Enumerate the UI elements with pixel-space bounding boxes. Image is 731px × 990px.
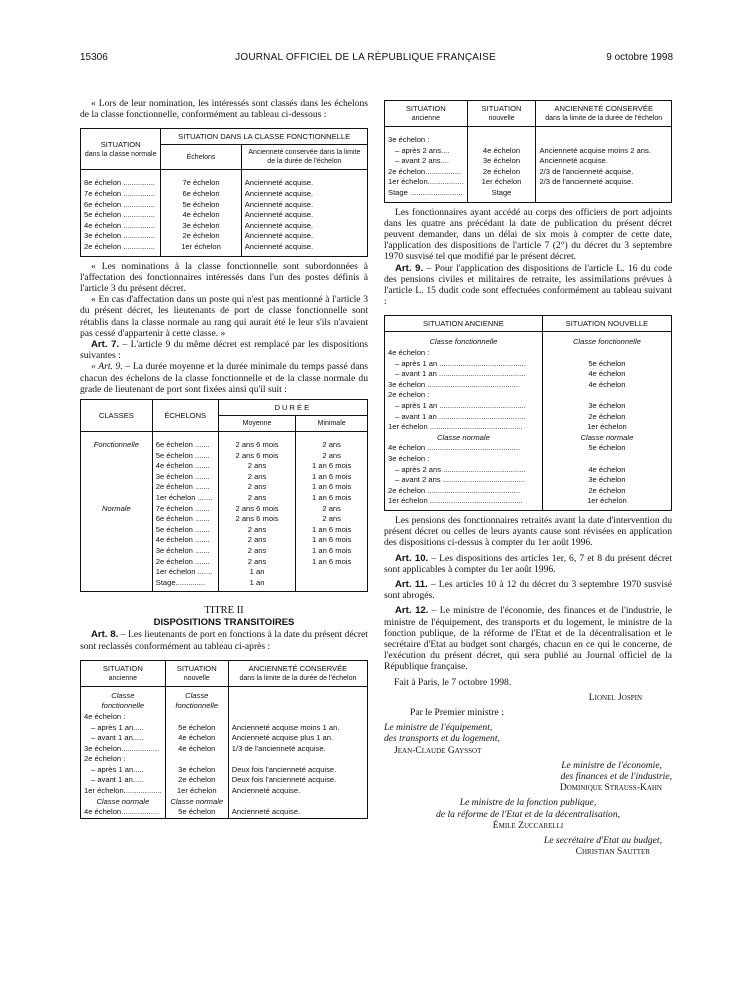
table-cell xyxy=(81,557,153,568)
table-row xyxy=(81,493,368,504)
table-subheader: ancienne xyxy=(108,674,138,682)
table-cell: Ancienneté acquise. xyxy=(241,200,367,211)
titre-heading: TITRE II xyxy=(204,605,244,617)
paragraph: Les fonctionnaires ayant accédé au corps des officiers de port adjoints dans les quatre ans précédant la date de publication du présent décret peuvent demander, dans un délai de six mois à compter de cette date, l'application des dispositions de l'article 7 (2°) du décret du 3 septembre 1970 susvisé tel que modifié par le présent décret. xyxy=(384,206,672,263)
table-row xyxy=(81,451,368,462)
table-row xyxy=(385,454,672,465)
table-cell: 4e échelon.................. xyxy=(81,807,166,818)
reclassement-table xyxy=(80,660,368,819)
table-cell: 4e échelon ....... xyxy=(152,535,218,546)
table-cell: 1er échelon ....... xyxy=(152,493,218,504)
reclassement-table-continued xyxy=(384,100,672,203)
table-row xyxy=(385,167,672,178)
table-row xyxy=(81,482,368,493)
table-header: Ancienneté conservée dans la limite de la durée de l'échelon xyxy=(241,145,367,170)
table-row xyxy=(385,443,672,454)
table-row xyxy=(81,754,368,765)
table-cell: – avant 1 an..... xyxy=(81,733,166,744)
table-cell xyxy=(228,712,367,723)
table-cell: 1 an 6 mois xyxy=(296,546,368,557)
table-cell: 6e échelon ............... xyxy=(81,200,161,211)
table-cell: 2 ans 6 mois xyxy=(218,440,296,451)
table-row xyxy=(81,504,368,515)
table-cell: Ancienneté acquise. xyxy=(241,242,367,253)
table-cell xyxy=(81,451,153,462)
table-header: DURÉE xyxy=(218,400,367,416)
table-row xyxy=(81,535,368,546)
table-row xyxy=(385,146,672,157)
table-cell: – avant 1 an ......................................... xyxy=(385,369,543,380)
table-row xyxy=(81,723,368,734)
duree-table xyxy=(80,399,368,592)
table-row xyxy=(81,557,368,568)
table-row xyxy=(385,475,672,486)
table-cell: – avant 1 an..... xyxy=(81,775,166,786)
table-cell: Classe normale xyxy=(542,433,671,444)
table-row xyxy=(81,472,368,483)
right-column xyxy=(384,98,672,857)
signatory-title: de la réforme de l'Etat et de la décentralisation, xyxy=(435,808,621,820)
table-cell: 2e échelon xyxy=(165,775,228,786)
table-cell: 2e échelon ....... xyxy=(152,482,218,493)
table-cell: 3e échelon xyxy=(542,401,671,412)
table-cell: 2 ans 6 mois xyxy=(218,514,296,525)
table-cell: 8e échelon ............... xyxy=(81,178,161,189)
table-cell: 2 ans xyxy=(218,482,296,493)
table-cell: – après 2 ans ....................................... xyxy=(385,465,543,476)
table-cell: 1 an xyxy=(218,567,296,578)
table-cell: 7e échelon xyxy=(161,178,241,189)
signatory-title: Le secrétaire d'Etat au budget, xyxy=(543,834,662,846)
table-cell: 7e échelon ............... xyxy=(81,189,161,200)
table-cell xyxy=(81,461,153,472)
table-header: SITUATION xyxy=(100,139,141,149)
table-cell: Stage ......................... xyxy=(385,188,468,199)
paragraph: – Pour l'application des dispositions de l'article L. 16 du code des pensions civiles et militaires de retraite, les assimilations prévues à l'article L. 15 dudit code sont effectuées conformément au tableau suivant : xyxy=(384,262,672,308)
table-row xyxy=(81,765,368,776)
table-row xyxy=(385,486,672,497)
journal-title: JOURNAL OFFICIEL DE LA RÉPUBLIQUE FRANÇAISE xyxy=(235,52,496,63)
table-cell xyxy=(81,482,153,493)
signatory-title: des finances et de l'industrie, xyxy=(560,770,672,782)
table-cell: 2 ans xyxy=(218,557,296,568)
table-subheader: dans la classe normale xyxy=(84,150,157,158)
table-cell: 5e échelon xyxy=(165,723,228,734)
table-row xyxy=(385,433,672,444)
table-cell: 4e échelon xyxy=(165,744,228,755)
table-header: ANCIENNETÉ CONSERVÉE xyxy=(554,104,654,113)
table-cell xyxy=(228,701,367,712)
table-row xyxy=(385,412,672,423)
table-row xyxy=(385,156,672,167)
table-cell: 1 an 6 mois xyxy=(296,493,368,504)
table-cell: 1er échelon................. xyxy=(385,177,468,188)
table-row xyxy=(81,242,368,253)
paragraph: – La durée moyenne et la durée minimale du temps passé dans chacun des échelons de la classe fonctionnelle et de la classe normale du grade de lieutenant de port sont fixées ainsi qu'il suit : xyxy=(80,361,368,395)
table-cell xyxy=(228,754,367,765)
table-cell xyxy=(165,712,228,723)
table-cell: 1 an 6 mois xyxy=(296,482,368,493)
table-cell: 4e échelon : xyxy=(385,348,543,359)
table-cell xyxy=(81,546,153,557)
table-cell: 2 ans xyxy=(218,546,296,557)
table-cell: 5e échelon ....... xyxy=(152,525,218,536)
table-row xyxy=(385,337,672,348)
signatory-title: Le ministre de la fonction publique, xyxy=(459,797,597,809)
table-row xyxy=(81,578,368,589)
table-cell: 2e échelon xyxy=(467,167,536,178)
page-number: 15306 xyxy=(80,52,108,63)
table-cell: 2e échelon xyxy=(542,486,671,497)
table-cell: Ancienneté acquise plus 1 an. xyxy=(228,733,367,744)
table-cell: fonctionnelle xyxy=(81,701,166,712)
table-row xyxy=(385,177,672,188)
table-row xyxy=(81,797,368,808)
signatory-title: Le ministre de l'économie, xyxy=(561,759,662,771)
article-number: Art. 7. xyxy=(91,338,120,350)
table-cell: Classe normale xyxy=(385,433,543,444)
table-cell: 4e échelon ............................................ xyxy=(385,443,543,454)
table-cell xyxy=(296,567,368,578)
paragraph: – Les lieutenants de port en fonctions à la date du présent décret sont reclassés conformément au tableau ci-après : xyxy=(80,629,368,652)
table-cell: Deux fois l'ancienneté acquise. xyxy=(228,765,367,776)
table-cell: 5e échelon xyxy=(165,807,228,818)
table-cell: 2 ans xyxy=(218,461,296,472)
paragraph: « En cas d'affectation dans un poste qui n'est pas mentionné à l'article 3 du présent décret, les lieutenants de port de classe fonctionnelle sont rétablis dans la classe normale au rang qui aurait été le leur s'ils n'avaient pas cessé d'appartenir à cette classe. » xyxy=(80,294,368,339)
table-cell: 4e échelon : xyxy=(81,712,166,723)
table-cell: 2 ans xyxy=(218,472,296,483)
table-cell: Ancienneté acquise. xyxy=(241,231,367,242)
paragraph: – Le ministre de l'économie, des finances et de l'industrie, le ministre de l'équipement, des transports et du logement, le ministre de la fonction publique, de la réforme de l'Etat et de la décentralisation et le secrétaire d'Etat au budget sont chargés, chacun en ce qui le concerne, de l'exécution du présent décret, qui sera publié au Journal officiel de la République française. xyxy=(384,605,672,673)
signatory-line: Par le Premier ministre : xyxy=(410,706,504,718)
table-cell: – avant 2 ans ....................................... xyxy=(385,475,543,486)
article-number: « Art. 9. xyxy=(91,361,123,373)
table-cell: Classe normale xyxy=(81,797,166,808)
table-subheader: nouvelle xyxy=(183,674,210,682)
table-cell xyxy=(467,135,536,146)
table-cell: 4e échelon xyxy=(542,369,671,380)
article-number: Art. 12. xyxy=(395,605,429,617)
table-cell: 1er échelon ....... xyxy=(152,567,218,578)
table-row xyxy=(81,786,368,797)
table-cell: – après 2 ans.... xyxy=(385,146,468,157)
signatory-title: des transports et du logement, xyxy=(384,733,500,745)
table-cell: 1er échelon xyxy=(161,242,241,253)
table-cell: Stage.............. xyxy=(152,578,218,589)
table-row xyxy=(385,422,672,433)
table-header: ÉCHELONS xyxy=(152,400,218,432)
table-cell: 2e échelon ....... xyxy=(152,557,218,568)
table-row xyxy=(385,188,672,199)
table-row xyxy=(81,200,368,211)
table-header: Moyenne xyxy=(218,416,296,432)
table-cell xyxy=(536,188,672,199)
table-cell: 6e échelon ....... xyxy=(152,514,218,525)
signatory-name: Émile Zuccarelli xyxy=(492,819,564,831)
table-cell: 5e échelon ............... xyxy=(81,210,161,221)
table-cell: 3e échelon : xyxy=(385,135,468,146)
paragraph: – Les articles 10 à 12 du décret du 3 septembre 1970 susvisé sont abrogés. xyxy=(384,578,672,602)
table-row xyxy=(81,744,368,755)
table-cell: 6e échelon xyxy=(161,189,241,200)
table-header: Minimale xyxy=(296,416,368,432)
table-cell: 2e échelon xyxy=(542,412,671,423)
table-cell: 2e échelon................. xyxy=(385,167,468,178)
table-cell: Ancienneté acquise moins 1 an. xyxy=(228,723,367,734)
table-cell: Ancienneté acquise. xyxy=(241,221,367,232)
fait-a-paris: Fait à Paris, le 7 octobre 1998. xyxy=(394,676,512,688)
table-header: SITUATION xyxy=(102,663,143,673)
table-row xyxy=(81,567,368,578)
table-row xyxy=(81,807,368,818)
table-header: SITUATION NOUVELLE xyxy=(542,316,671,332)
table-cell: 3e échelon xyxy=(467,156,536,167)
table-cell: 4e échelon xyxy=(165,733,228,744)
assimilation-table xyxy=(384,315,672,511)
table-cell: 2 ans xyxy=(218,535,296,546)
table-cell: 2/3 de l'ancienneté acquise. xyxy=(536,177,672,188)
table-row xyxy=(81,461,368,472)
table-row xyxy=(81,546,368,557)
table-cell: 3e échelon xyxy=(161,221,241,232)
table-cell: 2e échelon : xyxy=(385,390,543,401)
signatory-name: Jean-Claude Gayssot xyxy=(394,744,482,756)
table-header: SITUATION xyxy=(481,104,522,113)
table-cell: 1 an 6 mois xyxy=(296,525,368,536)
table-header: SITUATION xyxy=(176,663,217,673)
table-cell: 1er échelon.................. xyxy=(81,786,166,797)
table-cell: 1 an 6 mois xyxy=(296,461,368,472)
table-row xyxy=(385,380,672,391)
table-cell: 4e échelon ............... xyxy=(81,221,161,232)
table-cell: 3e échelon ....... xyxy=(152,472,218,483)
table-row xyxy=(81,691,368,702)
table-cell: Ancienneté acquise. xyxy=(241,178,367,189)
table-cell xyxy=(81,535,153,546)
table-cell xyxy=(81,493,153,504)
table-cell: 1 an 6 mois xyxy=(296,472,368,483)
table-cell: – après 1 an..... xyxy=(81,723,166,734)
table-row xyxy=(81,525,368,536)
article-number: Art. 10. xyxy=(395,552,429,564)
table-row xyxy=(81,221,368,232)
table-cell: Classe fonctionnelle xyxy=(542,337,671,348)
table-cell: 6e échelon ....... xyxy=(152,440,218,451)
table-row xyxy=(81,210,368,221)
table-cell: 3e échelon : xyxy=(385,454,543,465)
table-cell: 3e échelon xyxy=(542,475,671,486)
table-cell: 5e échelon xyxy=(542,359,671,370)
table-cell: 4e échelon ....... xyxy=(152,461,218,472)
table-cell: Classe normale xyxy=(165,797,228,808)
table-cell: Deux fois l'ancienneté acquise. xyxy=(228,775,367,786)
table-cell xyxy=(81,514,153,525)
table-cell: 2/3 de l'ancienneté acquise. xyxy=(536,167,672,178)
paragraph: « Les nominations à la classe fonctionnelle sont subordonnées à l'affectation des fonctionnaires intéressés dans l'un des postes définis à l'article 3 du présent décret. xyxy=(80,260,368,294)
table-cell: 4e échelon xyxy=(542,465,671,476)
table-cell: 4e échelon xyxy=(467,146,536,157)
table-cell: 4e échelon xyxy=(161,210,241,221)
table-cell: – après 1 an..... xyxy=(81,765,166,776)
table-cell xyxy=(542,348,671,359)
left-column xyxy=(80,98,368,819)
signatory-name: Christian Sautter xyxy=(575,846,650,858)
table-cell xyxy=(228,691,367,702)
table-cell: Classe fonctionnelle xyxy=(385,337,543,348)
table-subheader: nouvelle xyxy=(488,115,515,122)
table-cell: 2 ans 6 mois xyxy=(218,451,296,462)
table-cell: 2e échelon xyxy=(161,231,241,242)
table-row xyxy=(385,465,672,476)
table-cell: 5e échelon ....... xyxy=(152,451,218,462)
table-header: ANCIENNETÉ CONSERVÉE xyxy=(248,663,348,673)
table-cell: 3e échelon ............... xyxy=(81,231,161,242)
table-cell: 2 ans xyxy=(296,451,368,462)
table-cell xyxy=(296,578,368,589)
table-cell: 2e échelon : xyxy=(81,754,166,765)
signatory-title: Le ministre de l'équipement, xyxy=(384,722,493,734)
table-row xyxy=(385,359,672,370)
table-cell: 1 an xyxy=(218,578,296,589)
table-row xyxy=(81,189,368,200)
paragraph: – L'article 9 du même décret est remplacé par les dispositions suivantes : xyxy=(80,338,368,362)
table-row xyxy=(81,701,368,712)
table-cell: 3e échelon ............................................ xyxy=(385,380,543,391)
table-cell xyxy=(542,454,671,465)
table-cell: Ancienneté acquise moins 2 ans. xyxy=(536,146,672,157)
paragraph: « Lors de leur nomination, les intéressés sont classés dans les échelons de la classe fonctionnelle, conformément au tableau ci-dessous : xyxy=(80,98,368,121)
classement-table xyxy=(80,128,368,256)
table-header: SITUATION ANCIENNE xyxy=(385,316,543,332)
table-cell: 1er échelon xyxy=(542,496,671,507)
signature-block xyxy=(384,677,672,858)
table-cell: Ancienneté acquise. xyxy=(241,210,367,221)
table-cell xyxy=(81,525,153,536)
table-cell: 1er échelon ............................................ xyxy=(385,422,543,433)
article-number: Art. 9. xyxy=(395,262,424,274)
article-number: Art. 8. xyxy=(91,629,119,641)
table-cell: 1er échelon ............................................ xyxy=(385,496,543,507)
table-row xyxy=(81,775,368,786)
paragraph: – Les dispositions des articles 1er, 6, 7 et 8 du présent décret sont applicables à compter du 1er août 1996. xyxy=(384,552,672,575)
paragraph: Les pensions des fonctionnaires retraités avant la date d'intervention du présent décret ou celles de leurs ayants cause sont révisées en application des dispositions ci-dessus à compter du 1er août 1996. xyxy=(384,514,672,549)
table-cell: 2e échelon ............................................ xyxy=(385,486,543,497)
table-row xyxy=(81,231,368,242)
table-cell: – avant 1 an ......................................... xyxy=(385,412,543,423)
table-cell: 1er échelon xyxy=(542,422,671,433)
table-cell: 1 an 6 mois xyxy=(296,557,368,568)
table-cell: Ancienneté acquise. xyxy=(536,156,672,167)
table-cell: fonctionnelle xyxy=(165,701,228,712)
signatory-name: Dominique Strauss-Kahn xyxy=(559,782,662,794)
table-cell xyxy=(165,754,228,765)
table-cell: 1er échelon xyxy=(467,177,536,188)
table-header: SITUATION xyxy=(405,104,446,113)
table-row xyxy=(81,440,368,451)
table-row xyxy=(385,401,672,412)
table-cell: 3e échelon ....... xyxy=(152,546,218,557)
article-number: Art. 11. xyxy=(395,578,428,590)
table-cell: 2 ans xyxy=(218,493,296,504)
table-cell: Normale xyxy=(81,504,153,515)
table-cell: 2 ans xyxy=(296,440,368,451)
table-cell: Fonctionnelle xyxy=(81,440,153,451)
section-heading: DISPOSITIONS TRANSITOIRES xyxy=(153,617,295,629)
table-row xyxy=(385,348,672,359)
table-cell: Ancienneté acquise. xyxy=(228,807,367,818)
table-subheader: dans la limite de la durée de l'échelon xyxy=(545,115,663,122)
table-cell: – après 1 an ......................................... xyxy=(385,401,543,412)
table-row xyxy=(385,390,672,401)
table-cell: 4e échelon xyxy=(542,380,671,391)
table-cell: – avant 2 ans.... xyxy=(385,156,468,167)
table-header: Échelons xyxy=(161,145,241,170)
table-cell: – après 1 an ......................................... xyxy=(385,359,543,370)
table-cell: Classe xyxy=(165,691,228,702)
table-cell: Stage xyxy=(467,188,536,199)
table-cell: 1 an 6 mois xyxy=(296,535,368,546)
table-subheader: ancienne xyxy=(411,115,440,122)
table-header: CLASSES xyxy=(81,400,153,432)
table-row xyxy=(81,514,368,525)
table-cell: Ancienneté acquise. xyxy=(241,189,367,200)
table-subheader: dans la limite de la durée de l'échelon xyxy=(239,674,357,682)
table-cell xyxy=(542,390,671,401)
table-cell: 3e échelon xyxy=(165,765,228,776)
table-header: SITUATION DANS LA CLASSE FONCTIONNELLE xyxy=(161,129,368,145)
table-cell: 2e échelon ............... xyxy=(81,242,161,253)
table-cell: 2 ans xyxy=(296,504,368,515)
table-row xyxy=(81,178,368,189)
table-row xyxy=(81,712,368,723)
table-cell: Classe xyxy=(81,691,166,702)
table-row xyxy=(385,135,672,146)
table-row xyxy=(385,496,672,507)
table-cell: 3e échelon.................. xyxy=(81,744,166,755)
table-cell xyxy=(536,135,672,146)
table-cell xyxy=(228,797,367,808)
table-cell xyxy=(81,567,153,578)
table-cell: 7e échelon ....... xyxy=(152,504,218,515)
table-cell: 2 ans 6 mois xyxy=(218,504,296,515)
table-cell xyxy=(81,578,153,589)
table-row xyxy=(385,369,672,380)
table-cell: Ancienneté acquise. xyxy=(228,786,367,797)
table-cell: 1/3 de l'ancienneté acquise. xyxy=(228,744,367,755)
table-cell: 5e échelon xyxy=(542,443,671,454)
issue-date: 9 octobre 1998 xyxy=(606,52,673,63)
table-cell: 5e échelon xyxy=(161,200,241,211)
table-cell xyxy=(81,472,153,483)
table-cell: 2 ans xyxy=(218,525,296,536)
table-cell: 2 ans xyxy=(296,514,368,525)
table-cell: 1er échelon xyxy=(165,786,228,797)
signatory-name: Lionel Jospin xyxy=(588,691,642,703)
table-row xyxy=(81,733,368,744)
